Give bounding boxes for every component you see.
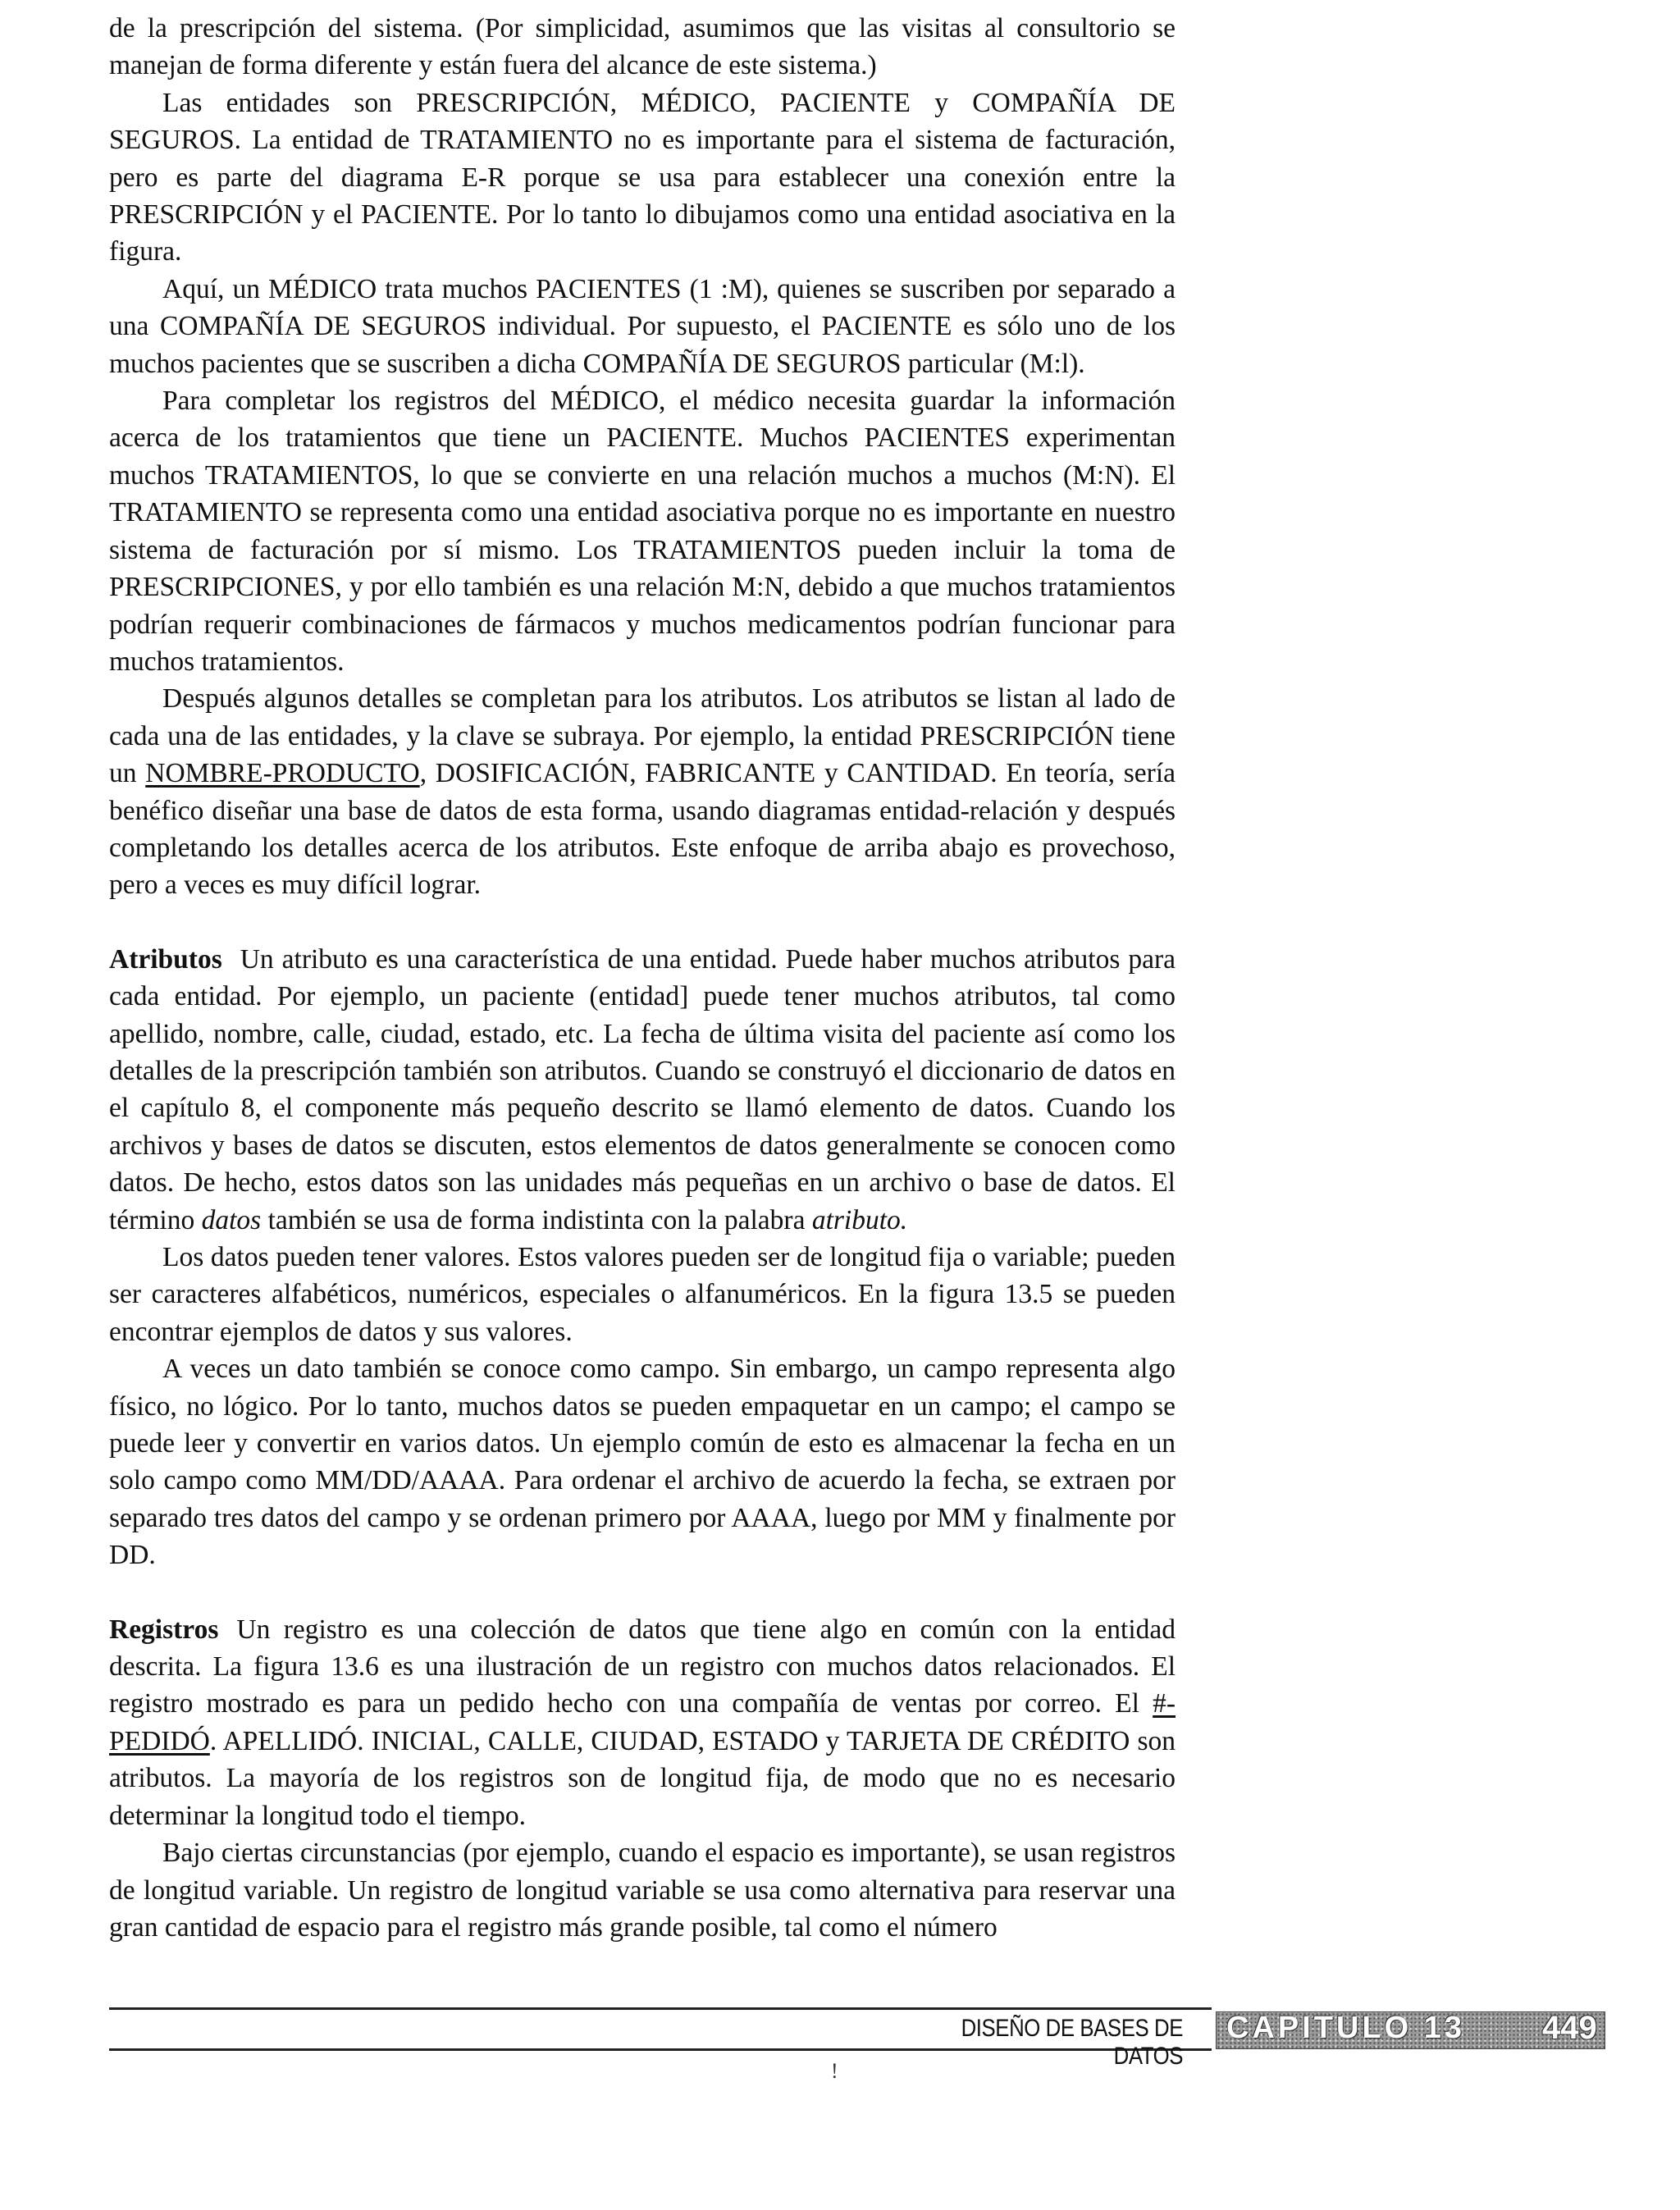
text-run: Un atributo es una característica de una entidad. Puede haber muchos atributos para cada entidad. Por ejemplo, un paciente (entidad] puede tener muchos atributos, tal como apellido, nombre, calle, ciudad, estado, etc. La fecha de última visita del paciente así como los detalles de la prescripción también son atributos. Cuando se construyó el diccionario de datos en el capítulo 8, el componente más pequeño descrito se llamó elemento de datos. Cuando los archivos y bases de datos se discuten, estos elementos de datos generalmente se conocen como datos. De hecho, estos datos son las unidades más pequeñas en un archivo o base de datos. El término (109, 943, 1176, 1235)
text-run: Un registro es una colección de datos que tiene algo en común con la entidad descrita. La figura 13.6 es una ilustración de un registro con muchos datos relacionados. El registro mostrado es para un pedido hecho con una compañía de ventas por correo. El (109, 1614, 1176, 1719)
italic-term: datos (201, 1204, 262, 1235)
paragraph: Bajo ciertas circunstancias (por ejemplo, cuando el espacio es importante), se usan registros de longitud variable. Un registro de longitud variable se usa como alternativa para reservar una gran cantidad de espacio para el registro más grande posible, tal como el número (109, 1838, 1176, 1943)
paragraph: Para completar los registros del MÉDICO, el médico necesita guardar la información acerca de los tratamientos que tiene un PACIENTE. Muchos PACIENTES experimentan muchos TRATAMIENTOS, lo que se convierte en una relación muchos a muchos (M:N). El TRATAMIENTO se representa como una entidad asociativa porque no es importante en nuestro sistema de facturación por sí mismo. Los TRATAMIENTOS pueden incluir la toma de PRESCRIPCIONES, y por ello también es una relación M:N, debido a que muchos tratamientos podrían requerir combinaciones de fármacos y muchos medicamentos podrían funcionar para muchos tratamientos. (109, 386, 1176, 677)
section-heading: Atributos (109, 943, 222, 975)
key-attribute: #-PEDIDÓ (109, 1688, 1176, 1756)
section-atributos (109, 941, 1176, 1239)
page-number: 449 (1542, 2010, 1597, 2046)
paragraph: Las entidades son PRESCRIPCIÓN, MÉDICO, PACIENTE y COMPAÑÍA DE SEGUROS. La entidad de TRATAMIENTO no es importante para el sistema de facturación, pero es parte del diagrama E-R porque se usa para establecer una conexión entre la PRESCRIPCIÓN y el PACIENTE. Por lo tanto lo dibujamos como una entidad asociativa en la figura. (109, 87, 1176, 267)
section-heading: Registros (109, 1614, 219, 1645)
scan-mark: ! (831, 2059, 838, 2083)
text-run: Después algunos detalles se completan para los atributos. Los atributos se listan al lado de cada una de las entidades, y la clave se subraya. Por ejemplo, la entidad PRESCRIPCIÓN tiene un (109, 683, 1176, 789)
paragraph: Aquí, un MÉDICO trata muchos PACIENTES (1 :M), quienes se suscriben por separado a una COMPAÑÍA DE SEGUROS individual. Por supuesto, el PACIENTE es sólo uno de los muchos pacientes que se suscriben a dicha COMPAÑÍA DE SEGUROS particular (M:l). (109, 273, 1176, 379)
section-registros (109, 1611, 1176, 1834)
key-attribute: NOMBRE-PRODUCTO (145, 758, 420, 789)
running-title: DISEÑO DE BASES DE DATOS (961, 2015, 1183, 2070)
paragraph: de la prescripción del sistema. (Por simplicidad, asumimos que las visitas al consultorio se manejan de forma diferente y están fuera del alcance de este sistema.) (109, 13, 1176, 81)
text-run: , DOSIFICACIÓN, FABRICANTE y CANTIDAD. En teoría, sería benéfico diseñar una base de datos de esta forma, usando diagramas entidad-relación y después completando los detalles acerca de los atributos. Este enfoque de arriba abajo es provechoso, pero a veces es muy difícil lograr. (109, 758, 1176, 901)
paragraph: A veces un dato también se conoce como campo. Sin embargo, un campo representa algo físico, no lógico. Por lo tanto, muchos datos se pueden empaquetar en un campo; el campo se puede leer y convertir en varios datos. Un ejemplo común de esto es almacenar la fecha en un solo campo como MM/DD/AAAA. Para ordenar el archivo de acuerdo la fecha, se extraen por separado tres datos del campo y se ordenan primero por AAAA, luego por MM y finalmente por DD. (109, 1354, 1176, 1571)
text-run: también se usa de forma indistinta con la palabra (261, 1204, 812, 1235)
footer-rule (109, 2007, 1212, 2010)
page-body (109, 10, 1176, 1946)
italic-term: atributo. (811, 1204, 908, 1235)
paragraph (109, 680, 1176, 903)
chapter-label: CAPITULO 13 (1226, 2011, 1466, 2045)
text-run: . APELLIDÓ. INICIAL, CALLE, CIUDAD, ESTADO y TARJETA DE CRÉDITO son atributos. La mayoría de los registros son de longitud fija, de modo que no es necesario determinar la longitud todo el tiempo. (109, 1725, 1176, 1831)
paragraph: Los datos pueden tener valores. Estos valores pueden ser de longitud fija o variable; pueden ser caracteres alfabéticos, numéricos, especiales o alfanuméricos. En la figura 13.5 se pueden encontrar ejemplos de datos y sus valores. (109, 1242, 1176, 1347)
